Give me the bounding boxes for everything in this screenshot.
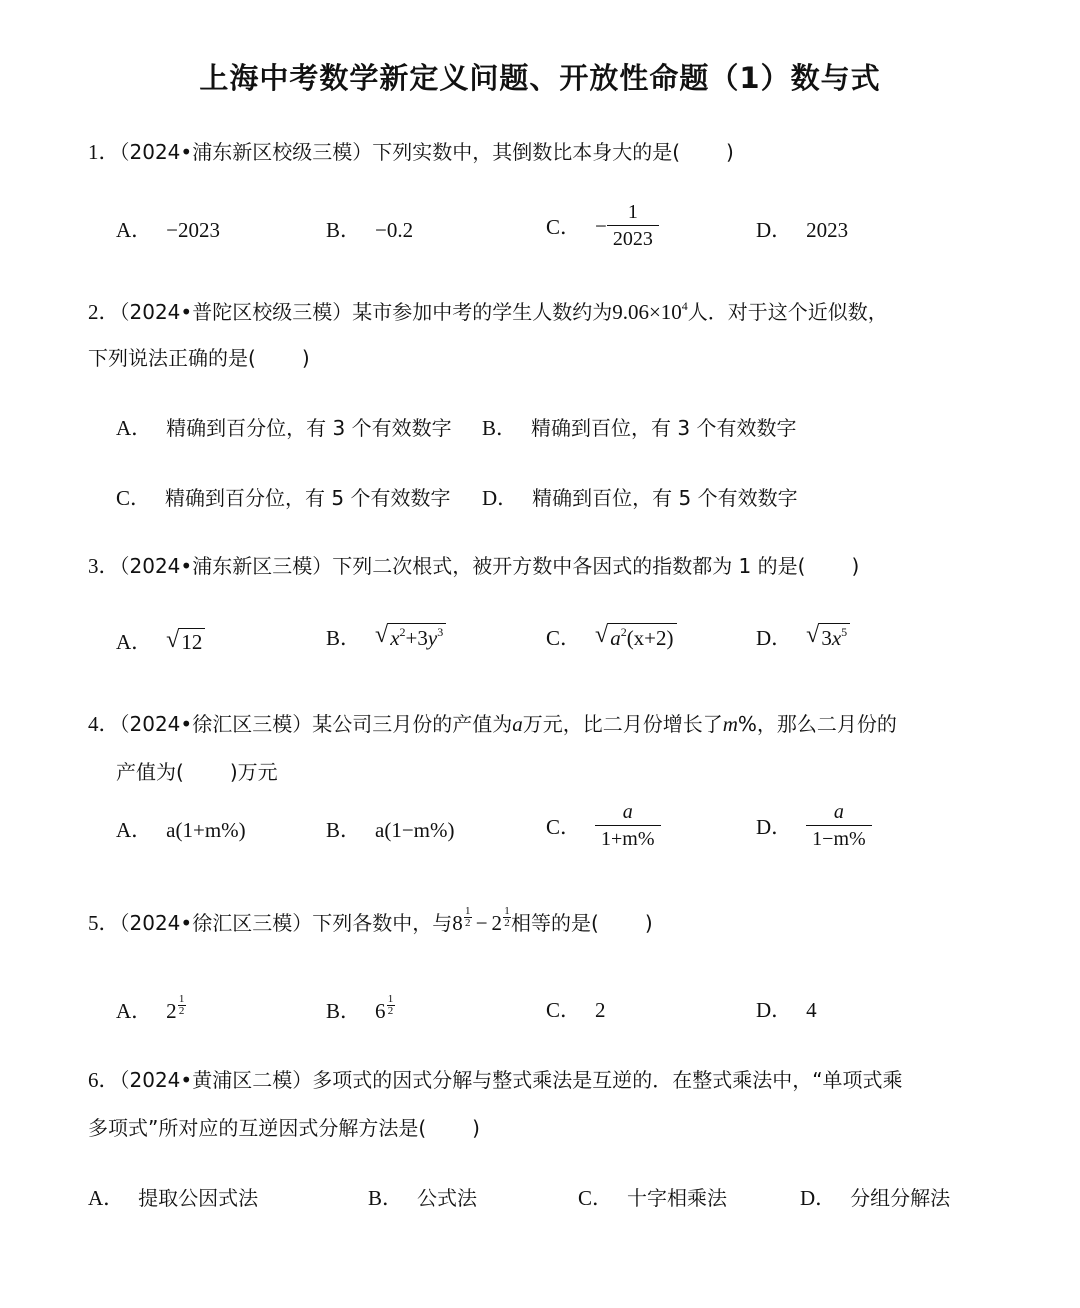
fraction-numerator: a <box>622 801 633 823</box>
option-a <box>116 412 452 442</box>
option-c <box>546 622 677 652</box>
option-value: 分组分解法 <box>850 1186 951 1210</box>
option-letter: C． <box>116 486 152 510</box>
option-c <box>546 200 659 252</box>
variable-x: x <box>831 626 842 651</box>
option-value: 公式法 <box>417 1186 478 1210</box>
question-text: （2024•浦东新区三模）下列二次根式，被开方数中各因式的指数都为 1 的是( <box>119 554 806 578</box>
option-value: 精确到百位，有 5 个有效数字 <box>532 486 798 510</box>
question-number: 4． <box>88 712 120 736</box>
option-letter: B． <box>326 999 362 1023</box>
option-letter: C． <box>546 998 582 1022</box>
option-a <box>116 814 246 844</box>
option-c <box>546 994 606 1024</box>
option-letter: C． <box>546 626 582 650</box>
option-b <box>482 412 796 442</box>
option-letter: B． <box>368 1186 404 1210</box>
option-a <box>116 626 205 656</box>
radicand <box>608 623 676 650</box>
question-text-middle: 万元，比二月份增长了 <box>522 712 723 736</box>
option-value: a(1+m%) <box>166 818 246 842</box>
option-letter: A． <box>116 999 153 1023</box>
square-root: √ $3x^5$ <box>806 623 850 650</box>
question-number: 5． <box>88 911 120 935</box>
question-6-stem-line2 <box>88 1112 480 1141</box>
option-letter: C． <box>546 215 582 239</box>
exponent: 5 <box>841 625 848 640</box>
exponent-denominator: 2 <box>178 1005 185 1017</box>
exponent-numerator: 1 <box>178 993 185 1005</box>
option-d <box>756 994 817 1024</box>
option-d <box>756 800 872 852</box>
question-text-line2-after: )万元 <box>229 760 278 784</box>
option-value: 2023 <box>806 218 849 242</box>
fraction-denominator: 1+m% <box>595 825 661 852</box>
option-value: 2 <box>595 998 606 1022</box>
option-letter: A． <box>116 218 153 242</box>
fraction-exponent <box>464 906 472 929</box>
option-value: a(1−m%) <box>375 818 455 842</box>
option-a <box>116 994 186 1025</box>
square-root: √ 12 <box>166 628 205 654</box>
option-b <box>326 994 395 1025</box>
question-4-stem-line2 <box>116 756 278 785</box>
option-letter: A． <box>88 1186 125 1210</box>
option-b <box>368 1182 477 1212</box>
variable-a: a <box>512 712 523 736</box>
page-title: 上海中考数学新定义问题、开放性命题（1）数与式 <box>199 61 881 95</box>
option-value: 十字相乘法 <box>627 1186 728 1210</box>
question-text: （2024•浦东新区校级三模）下列实数中，其倒数比本身大的是( <box>119 140 680 164</box>
power-base: 2 <box>491 911 503 935</box>
variable-x: x <box>390 626 400 651</box>
question-text: （2024•黄浦区二模）多项式的因式分解与整式乘法是互逆的．在整式乘法中，“单项式乘 <box>119 1068 903 1092</box>
option-letter: B． <box>326 818 362 842</box>
option-d <box>800 1182 950 1212</box>
variable-a: a <box>610 626 621 651</box>
option-letter: B． <box>326 218 362 242</box>
option-d <box>756 622 850 652</box>
answer-blank-close: ) <box>644 911 653 935</box>
question-text-continued: 人．对于这个近似数， <box>687 300 888 324</box>
option-b <box>326 814 455 844</box>
question-text-line2: 下列说法正确的是( <box>88 346 256 370</box>
question-2-stem-line2 <box>88 342 310 371</box>
option-value: 精确到百分位，有 5 个有效数字 <box>165 486 451 510</box>
radicand: 12 <box>179 628 205 654</box>
answer-blank-close: ) <box>851 554 860 578</box>
exponent-numerator: 1 <box>387 993 394 1005</box>
option-a <box>88 1182 258 1212</box>
exponent-denominator: 2 <box>504 917 510 929</box>
option-letter: D． <box>800 1186 837 1210</box>
answer-blank-close: ) <box>301 346 310 370</box>
question-text-continued: 相等的是( <box>511 911 599 935</box>
power-base: 6 <box>375 999 386 1023</box>
option-fraction <box>595 800 661 852</box>
exponent-numerator: 1 <box>464 905 471 917</box>
question-6-stem <box>88 1064 903 1094</box>
option-value: −0.2 <box>375 218 414 242</box>
fraction-denominator: 2023 <box>607 225 659 252</box>
question-3-stem <box>88 550 859 580</box>
variable-y: y <box>427 626 438 651</box>
radicand <box>819 623 850 650</box>
power-base: 8 <box>452 911 463 935</box>
fraction-numerator: a <box>833 801 844 823</box>
math-exponent: 4 <box>681 299 688 313</box>
question-2-stem <box>88 296 888 326</box>
fraction-denominator: 1−m% <box>806 825 872 852</box>
radicand <box>388 623 446 650</box>
question-text-continued: %，那么二月份的 <box>737 712 897 736</box>
power-base: 2 <box>166 999 177 1023</box>
math-expression: 9.06×10 <box>612 300 682 324</box>
option-letter: D． <box>756 815 793 839</box>
question-text: （2024•徐汇区三模）某公司三月份的产值为 <box>119 712 513 736</box>
answer-blank-close: ) <box>472 1116 480 1140</box>
fraction-exponent <box>178 994 186 1017</box>
question-number: 3． <box>88 554 120 578</box>
variable-m: m <box>722 712 738 736</box>
fraction-numerator: 1 <box>627 201 638 223</box>
fraction-exponent <box>503 906 511 929</box>
option-fraction <box>806 800 872 852</box>
exponent-denominator: 2 <box>387 1005 394 1017</box>
question-number: 1． <box>88 140 120 164</box>
option-letter: B． <box>326 626 362 650</box>
question-5-stem <box>88 906 653 937</box>
exponent: 3 <box>437 625 444 640</box>
option-value: −2023 <box>166 218 221 242</box>
option-letter: C． <box>546 815 582 839</box>
option-b <box>326 622 446 652</box>
question-number: 6． <box>88 1068 120 1092</box>
option-fraction <box>607 200 659 252</box>
option-letter: D． <box>756 218 793 242</box>
option-value: 精确到百分位，有 3 个有效数字 <box>166 416 452 440</box>
square-root: √ $x^2+3y^3$ <box>375 623 446 650</box>
option-d <box>482 482 798 512</box>
question-text-line2: 产值为( <box>116 760 184 784</box>
option-value: 精确到百位，有 3 个有效数字 <box>531 416 797 440</box>
radicand-rest: (x+2) <box>626 626 674 651</box>
question-text: （2024•徐汇区三模）下列各数中，与 <box>119 911 453 935</box>
question-number: 2． <box>88 300 120 324</box>
option-value: 提取公因式法 <box>138 1186 259 1210</box>
option-letter: D． <box>482 486 519 510</box>
radicand-middle: +3 <box>405 626 428 651</box>
option-d <box>756 214 848 244</box>
option-letter: D． <box>756 626 793 650</box>
question-text-line2: 多项式”所对应的互逆因式分解方法是( <box>88 1116 427 1140</box>
option-value: 4 <box>806 998 817 1022</box>
option-c <box>578 1182 727 1212</box>
coefficient: 3 <box>821 626 832 651</box>
exponent-denominator: 2 <box>464 917 471 929</box>
fraction-exponent <box>387 994 395 1017</box>
question-4-stem <box>88 708 897 738</box>
option-letter: A． <box>116 416 153 440</box>
minus-sign: − <box>475 911 488 935</box>
option-letter: C． <box>578 1186 614 1210</box>
exponent: 2 <box>399 625 406 640</box>
question-1-stem <box>88 136 734 166</box>
option-b <box>326 214 413 244</box>
exponent: 2 <box>620 625 627 640</box>
exponent-numerator: 1 <box>504 905 510 917</box>
option-letter: D． <box>756 998 793 1022</box>
option-sign: − <box>595 213 607 238</box>
option-letter: B． <box>482 416 518 440</box>
question-text: （2024•普陀区校级三模）某市参加中考的学生人数约为 <box>119 300 613 324</box>
option-letter: A． <box>116 818 153 842</box>
option-c <box>546 800 661 852</box>
answer-blank-close: ) <box>726 140 734 164</box>
option-c <box>116 482 450 512</box>
option-letter: A． <box>116 630 153 654</box>
square-root: √ $a^2(x+2)$ <box>595 623 677 650</box>
option-a <box>116 214 220 244</box>
